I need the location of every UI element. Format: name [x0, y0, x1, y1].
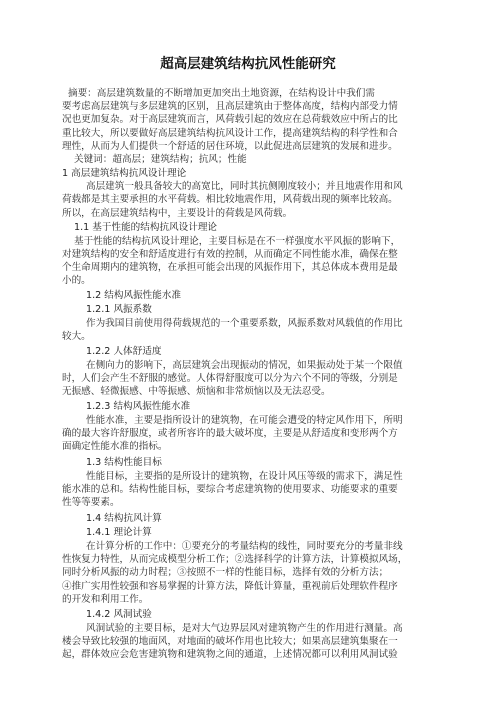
- paragraph-line: 基于性能的结构抗风设计理论，主要目标是在不一样强度水平风振的影响下，: [74, 236, 401, 247]
- paragraph-line: 能水准的总和。结构性能目标，要综合考虑建筑物的使用要求、功能要求的重要: [62, 484, 398, 495]
- paragraph-line: 时，人们会产生不舒服的感觉。人体得舒服度可以分为六个不同的等级，分别是: [62, 373, 398, 384]
- abstract-line: 理性，从而为人们提供一个舒适的居住环境，以此促进高层建筑的发展和进步。: [62, 141, 398, 152]
- subsubsection-heading: 1.2.3 结构风振性能水准: [86, 401, 191, 412]
- abstract-line: 重比较大，所以要做好高层建筑结构抗风设计工作，提高建筑结构的科学性和合: [62, 128, 398, 139]
- paragraph-line: 风洞试验的主要目标，是对大气边界层风对建筑物产生的作用进行测量。高: [86, 623, 403, 634]
- paragraph-line: 作为我国目前使用得荷载规范的一个重要系数，风振系数对风载值的作用比: [86, 318, 403, 329]
- paragraph-line: 性等等要素。: [62, 497, 120, 508]
- paragraph-line: 在侧向力的影响下，高层建筑会出现振动的情况，如果振动处于某一个限值: [86, 360, 403, 371]
- subsubsection-heading: 1.4.1 理论计算: [86, 527, 152, 538]
- paragraph-line: 无振感、轻微振感、中等振感、烦恼和非常烦恼以及无法忍受。: [62, 386, 331, 397]
- paragraph-line: 所以，在高层建筑结构中，主要设计的荷载是风荷载。: [62, 208, 293, 219]
- abstract-line: 况也更加复杂。对于高层建筑而言，风荷载引起的效应在总荷载效应中所占的比: [62, 114, 398, 125]
- document-title: 超高层建筑结构抗风性能研究: [160, 56, 336, 72]
- abstract-line: 要考虑高层建筑与多层建筑的区别，且高层建筑由于整体高度，结构内部受力情: [62, 101, 398, 112]
- paragraph-line: 个生命周期内的建筑物，在承担可能会出现的风振作用下，其总体成本费用是最: [62, 262, 398, 273]
- paragraph-line: 性恢复力特性，从而完成模型分析工作；②选择科学的计算方法，计算模拟风场，: [62, 554, 408, 565]
- paragraph-line: 在计算分析的工作中：①要充分的考量结构的线性，同时要充分的考量非线: [86, 541, 403, 552]
- paragraph-line: 同时分析风振的动力时程；③按照不一样的性能目标，选择有效的分析方法；: [62, 567, 389, 578]
- section-heading: 1 高层建筑结构抗风设计理论: [62, 168, 187, 179]
- subsubsection-heading: 1.2.1 风振系数: [86, 304, 152, 315]
- keywords-line: 关键词：超高层；建筑结构；抗风；性能: [74, 154, 247, 165]
- paragraph-line: ④推广实用性较强和容易掌握的计算方法，降低计算量，重视前后处理软件程序: [62, 581, 398, 592]
- paragraph-line: 性能目标，主要指的是所设计的建筑物，在设计风压等级的需求下，满足性: [86, 471, 403, 482]
- paragraph-line: 小的。: [62, 275, 91, 286]
- paragraph-line: 楼会导致比较强的地面风，对地面的破坏作用也比较大；如果高层建筑集聚在一: [62, 636, 398, 647]
- paragraph-line: 荷载都是其主要承担的水平荷载。相比较地震作用，风荷载出现的频率比较高。: [62, 194, 398, 205]
- subsection-heading: 1.4 结构抗风计算: [86, 513, 162, 524]
- subsection-heading: 1.1 基于性能的结构抗风设计理论: [74, 222, 218, 233]
- paragraph-line: 高层建筑一般具备较大的高宽比，同时其抗侧刚度较小；并且地震作用和风: [86, 181, 403, 192]
- paragraph-line: 起，群体效应会危害建筑物和建筑物之间的通道，上述情况都可以利用风洞试验: [62, 649, 398, 660]
- paragraph-line: 的开发和利用工作。: [62, 594, 149, 605]
- subsubsection-heading: 1.2.2 人体舒适度: [86, 346, 162, 357]
- paragraph-line: 面确定性能水准的指标。: [62, 441, 168, 452]
- paragraph-line: 性能水准，主要是指所设计的建筑物，在可能会遭受的特定风作用下，所明: [86, 415, 403, 426]
- subsubsection-heading: 1.4.2 风洞试验: [86, 609, 152, 620]
- paragraph-line: 对建筑结构的安全和舒适度进行有效的控制，从而确定不同性能水准，确保在整: [62, 249, 398, 260]
- paragraph-line: 确的最大容许舒服度，或者所容许的最大破坏度，主要是从舒适度和变形两个方: [62, 428, 398, 439]
- abstract-line: 摘要：高层建筑数量的不断增加更加突出土地资源，在结构设计中我们需: [68, 88, 375, 99]
- subsection-heading: 1.2 结构风振性能水准: [86, 290, 182, 301]
- paragraph-line: 较大。: [62, 331, 91, 342]
- subsection-heading: 1.3 结构性能目标: [86, 457, 162, 468]
